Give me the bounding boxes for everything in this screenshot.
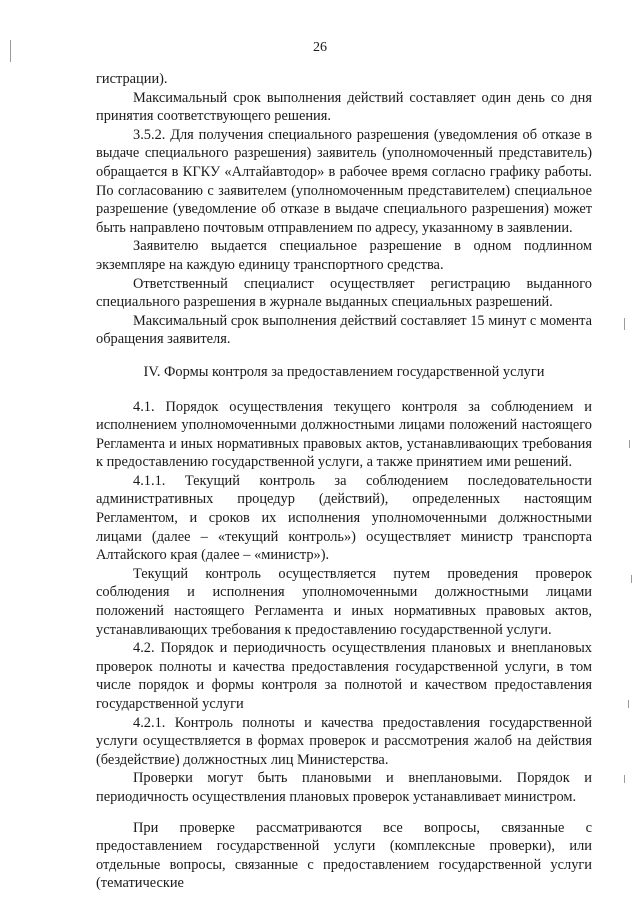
paragraph: При проверке рассматриваются все вопросы, связанные с предоставлением государственной услуги (комплексные проверки), или отдельные вопросы, связанные с предоставлением государственной услуги (тематические [96, 819, 592, 892]
section-heading: IV. Формы контроля за предоставлением государственной услуги [143, 363, 545, 380]
paragraph: 3.5.2. Для получения специального разрешения (уведомления об отказе в выдаче специального разрешения) заявитель (уполномоченный представитель) обращается в КГКУ «Алтайавтодор» в рабочее время согласно графику работы. По согласованию с заявителем (уполномоченным представителем) специальное разрешение (уведомление об отказе в выдаче специального разрешения) может быть направлено почтовым отправлением по адресу, указанному в заявлении. [96, 126, 592, 236]
document-body [96, 70, 592, 893]
paragraph: Максимальный срок выполнения действий составляет 15 минут с момента обращения заявителя. [96, 312, 592, 348]
paragraph: Заявителю выдается специальное разрешение в одном подлинном экземпляре на каждую единицу транспортного средства. [96, 238, 592, 273]
paragraph: 4.2. Порядок и периодичность осуществления плановых и внеплановых проверок полноты и качества предоставления государственной услуги, в том числе порядок и формы контроля за полнотой и качеством предоставления государственной услуги [96, 640, 592, 712]
paragraph: 4.2.1. Контроль полноты и качества предоставления государственной услуги осуществляется в формах проверок и рассмотрения жалоб на действия (бездействие) должностных лиц Министерства. [96, 714, 592, 768]
scan-edge-mark [628, 700, 629, 708]
page-number: 26 [313, 40, 327, 55]
scan-edge-mark [624, 318, 625, 330]
paragraph: Проверки могут быть плановыми и внеплановыми. Порядок и периодичность осуществления плановых проверок устанавливает министром. [96, 770, 592, 805]
scan-edge-mark [624, 775, 625, 783]
paragraph: 4.1. Порядок осуществления текущего контроля за соблюдением и исполнением уполномоченными должностными лицами положений настоящего Регламента и иных нормативных правовых актов, устанавливающих требования к предоставлению государственной услуги, а также принятием ими решений. [96, 398, 592, 471]
paragraph: Ответственный специалист осуществляет регистрацию выданного специального разрешения в журнале выданных специальных разрешений. [96, 275, 592, 311]
scan-edge-mark [629, 440, 630, 448]
scan-edge-mark [631, 575, 632, 583]
scan-edge-mark [10, 40, 11, 62]
paragraph: 4.1.1. Текущий контроль за соблюдением последовательности административных процедур (действий), определенных настоящим Регламентом, и сроков их исполнения уполномоченными должностными лицами (далее – «текущий контроль») осуществляет министр транспорта Алтайского края (далее – «министр»). [96, 472, 592, 564]
paragraph: гистрации). [96, 71, 168, 87]
paragraph: Текущий контроль осуществляется путем проведения проверок соблюдения и исполнения уполномоченными должностными лицами положений настоящего Регламента и иных нормативных правовых актов, устанавливающих требования к предоставлению государственной услуги. [96, 565, 592, 638]
paragraph: Максимальный срок выполнения действий составляет один день со дня принятия соответствующего решения. [96, 89, 592, 125]
